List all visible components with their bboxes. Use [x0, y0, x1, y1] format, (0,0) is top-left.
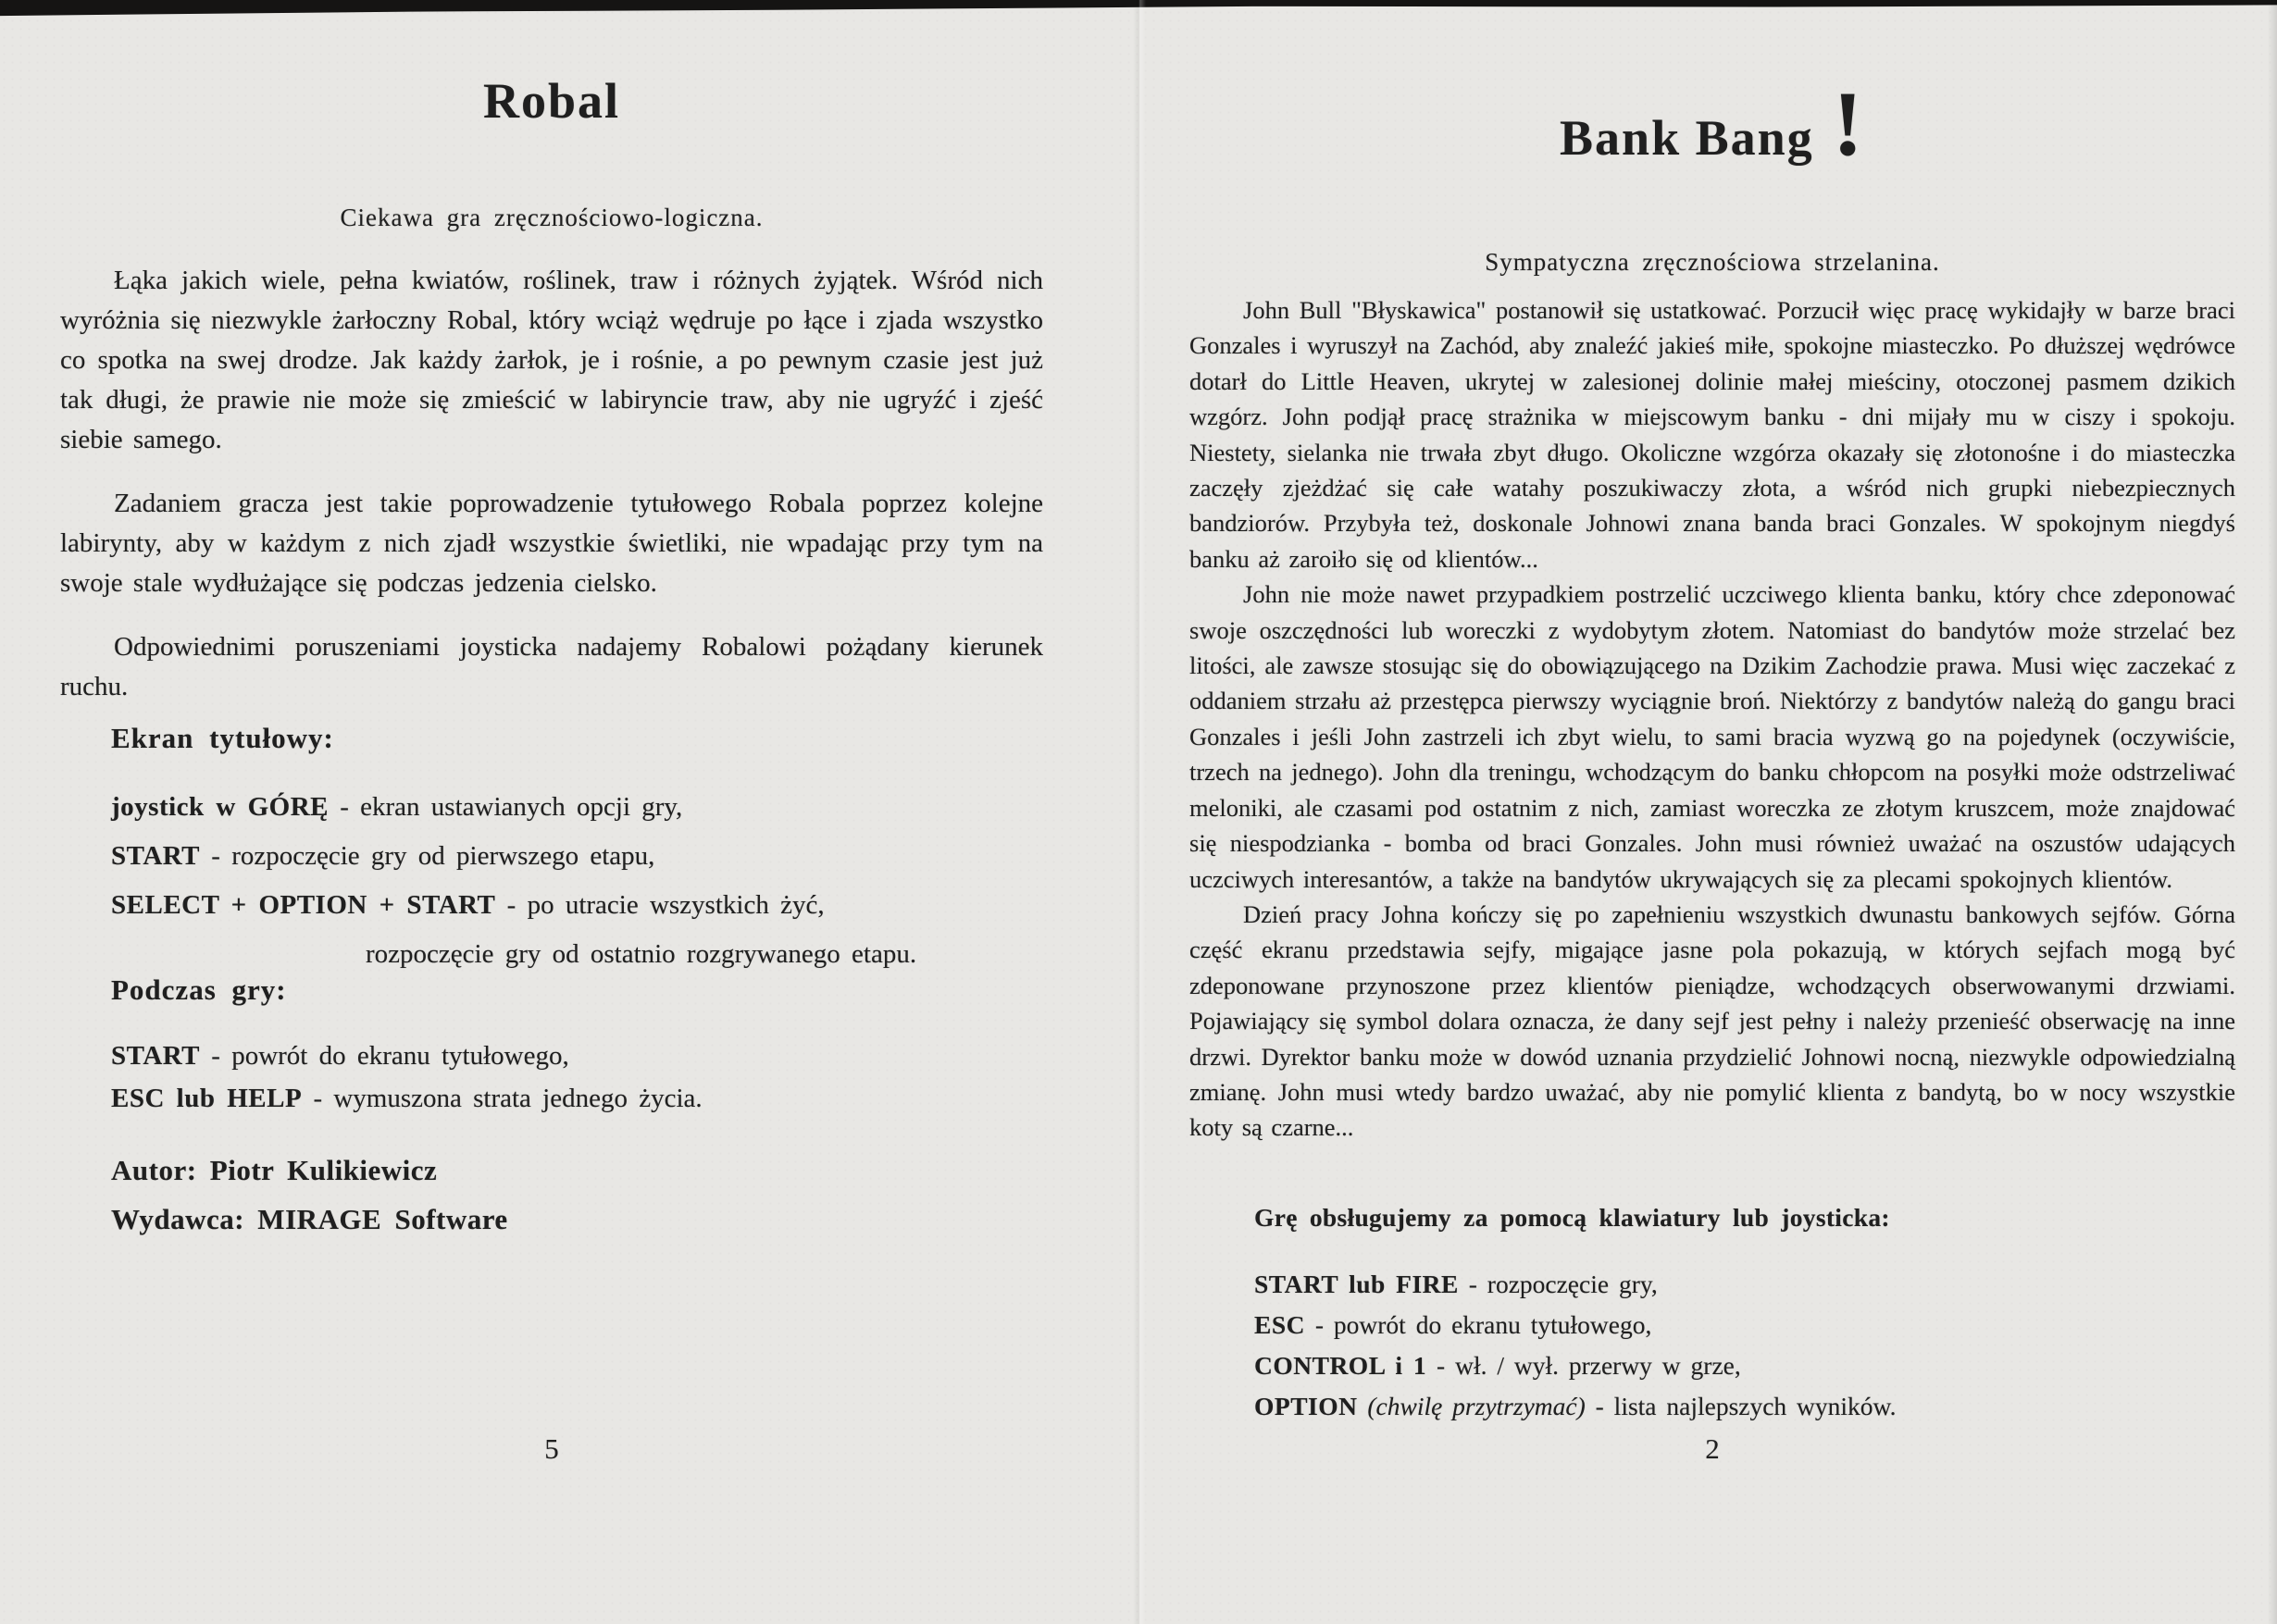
control-desc: - ekran ustawianych opcji gry, [329, 792, 683, 822]
control-key: START [111, 1041, 201, 1071]
control-line [60, 832, 1043, 881]
control-desc: - wymuszona strata jednego życia. [302, 1084, 703, 1113]
in-game-controls [60, 1035, 1043, 1120]
control-desc: - lista najlepszych wyników. [1585, 1392, 1897, 1420]
title-screen-controls [60, 783, 1043, 979]
control-key: joystick w GÓRĘ [111, 792, 329, 822]
left-game-title: Robal [482, 73, 621, 129]
paragraph: John nie może nawet przypadkiem postrzelić uczciwego klienta banku, który chce zdeponować swoje oszczędności lub woreczki z wydobytym złotem. Natomiast do bandytów może strzelać bez litości, ale zawsze stosując się do obowiązującego na Dzikim Zachodzie prawa. Musi więc zaczekać z oddaniem strzału aż przestępca pierwszy wyciągnie broń. Niektórzy z bandytów należą do gangu braci Gonzales i jeśli John zastrzeli ich zbyt wielu, to sami bracia wyzwą go na pojedynek (oczywiście, trzech na jednego). John dla treningu, wchodzącym do banku chłopcom na posyłki może odstrzeliwać meloniki, ale czasami pod ostatnim z nich, zamiast woreczka ze złotym kruszcem, może znajdować się niespodzianka - bomba od braci Gonzales. John musi również uważać na oszustów udających uczciwych interesantów, a także na bandytów ukrywających się za plecami spokojnych klientów. [1189, 580, 2235, 893]
control-desc: - wł. / wył. przerwy w grze, [1426, 1351, 1741, 1380]
page-number-left: 5 [544, 1432, 559, 1465]
section-heading-in-game: Podczas gry: [111, 973, 287, 1006]
paragraph: Dzień pracy Johna kończy się po zapełnieniu wszystkich dwunastu bankowych sejfów. Górna część ekranu przedstawia sejfy, migające jasne pola pokazują, w których sejfach mogą być zdeponowane przynoszone przez klientów pieniądze, wchodzących obserwowanymi drzwiami. Pojawiający się symbol dolara oznacza, że dany sejf jest pełny i należy przenieść obserwację na inne drzwi. Dyrektor banku może w dowód uznania przydzielić Johnowi nocną, niezwykle odpowiedzialną zmianę. John musi wtedy bardzo uważać, aby nie pomylić klienta z bandytą, bo w nocy wszystkie koty są czarne... [1189, 899, 2235, 1142]
control-desc: - powrót do ekranu tytułowego, [200, 1041, 569, 1071]
page-left [60, 0, 1043, 1624]
control-desc: - rozpoczęcie gry, [1458, 1270, 1658, 1298]
paragraph: John Bull "Błyskawica" postanowił się ustatkować. Porzucił więc pracę wykidajły w barze braci Gonzales i wyruszył na Zachód, aby znaleźć jakieś miłe, spokojne miasteczko. Po dłuższej wędrówce dotarł do Little Heaven, ukrytej w zalesionej dolinie małej mieściny, otoczonej pasmem dzikich wzgórz. John podjął pracę strażnika w miejscowym banku - dni mijały mu w ciszy i spokoju. Niestety, sielanka nie trwała zbyt długo. Okoliczne wzgórza okazały się złotonośne i do miasteczka zaczęły zjeżdżać się całe watahy poszukiwaczy złota, a wśród nich grupki niebezpiecznych bandziorów. Przybyła też, doskonale Johnowi znana banda braci Gonzales. W spokojnym niegdyś banku aż zaroiło się od klientów... [1189, 296, 2235, 573]
control-line [1189, 1386, 2235, 1427]
control-line [1189, 1264, 2235, 1305]
control-key: CONTROL i 1 [1254, 1351, 1427, 1380]
control-line [1189, 1345, 2235, 1386]
right-game-title: Bank Bang [1560, 110, 1814, 166]
control-note: (chwilę przytrzymać) [1357, 1392, 1586, 1420]
control-key: START lub FIRE [1254, 1270, 1459, 1298]
page-fold [1133, 0, 1146, 1624]
control-key: START [111, 841, 201, 871]
author-line: Autor: Piotr Kulikiewicz [111, 1154, 438, 1186]
control-key: ESC [1254, 1310, 1305, 1339]
control-line [60, 1077, 1043, 1120]
control-line [60, 783, 1043, 832]
page-number-right: 2 [1705, 1432, 1720, 1465]
control-line-continuation: rozpoczęcie gry od ostatnio rozgrywanego etapu. [366, 939, 917, 969]
right-game-subtitle: Sympatyczna zręcznościowa strzelanina. [1485, 248, 1940, 276]
section-heading-title-screen: Ekran tytułowy: [111, 722, 334, 754]
credits [60, 1146, 508, 1244]
page-right [1189, 0, 2235, 1624]
left-game-subtitle: Ciekawa gra zręcznościowo-logiczna. [340, 204, 764, 231]
scan-right-edge [2268, 0, 2277, 1624]
controls-heading: Grę obsługujemy za pomocą klawiatury lub joysticka: [1254, 1203, 1890, 1232]
control-key: ESC lub HELP [111, 1084, 303, 1113]
control-line [60, 1035, 1043, 1077]
control-desc: - po utracie wszystkich żyć, [495, 890, 825, 920]
control-key: SELECT + OPTION + START [111, 890, 496, 920]
control-key: OPTION [1254, 1392, 1358, 1420]
right-game-title-row: Bank Bang ! [1560, 72, 1865, 175]
publisher-line: Wydawca: MIRAGE Software [111, 1203, 508, 1235]
left-body [60, 261, 1043, 731]
paragraph: Zadaniem gracza jest takie poprowadzenie tytułowego Robala poprzez kolejne labirynty, aby w każdym z nich zjadł wszystkie świetliki, nie wpadając przy tym na swoje stale wydłużające się podczas jedzenia cielsko. [60, 489, 1043, 598]
control-line [60, 881, 1043, 930]
paragraph: Łąka jakich wiele, pełna kwiatów, roślinek, traw i różnych żyjątek. Wśród nich wyróżnia się niezwykle żarłoczny Robal, który wciąż wędruje po łące i zjada wszystko co spotka na swej drodze. Jak każdy żarłok, je i rośnie, a po pewnym czasie jest już tak długi, że prawie nie może się zmieścić w labiryncie traw, aby nie ugryźć i zjeść siebie samego. [60, 266, 1043, 454]
paragraph: Odpowiednimi poruszeniami joysticka nadajemy Robalowi pożądany kierunek ruchu. [60, 632, 1043, 701]
right-body [1189, 292, 2235, 1146]
control-desc: - powrót do ekranu tytułowego, [1305, 1310, 1652, 1339]
control-desc: - rozpoczęcie gry od pierwszego etapu, [200, 841, 655, 871]
right-controls [1189, 1264, 2235, 1427]
control-line [1189, 1305, 2235, 1345]
